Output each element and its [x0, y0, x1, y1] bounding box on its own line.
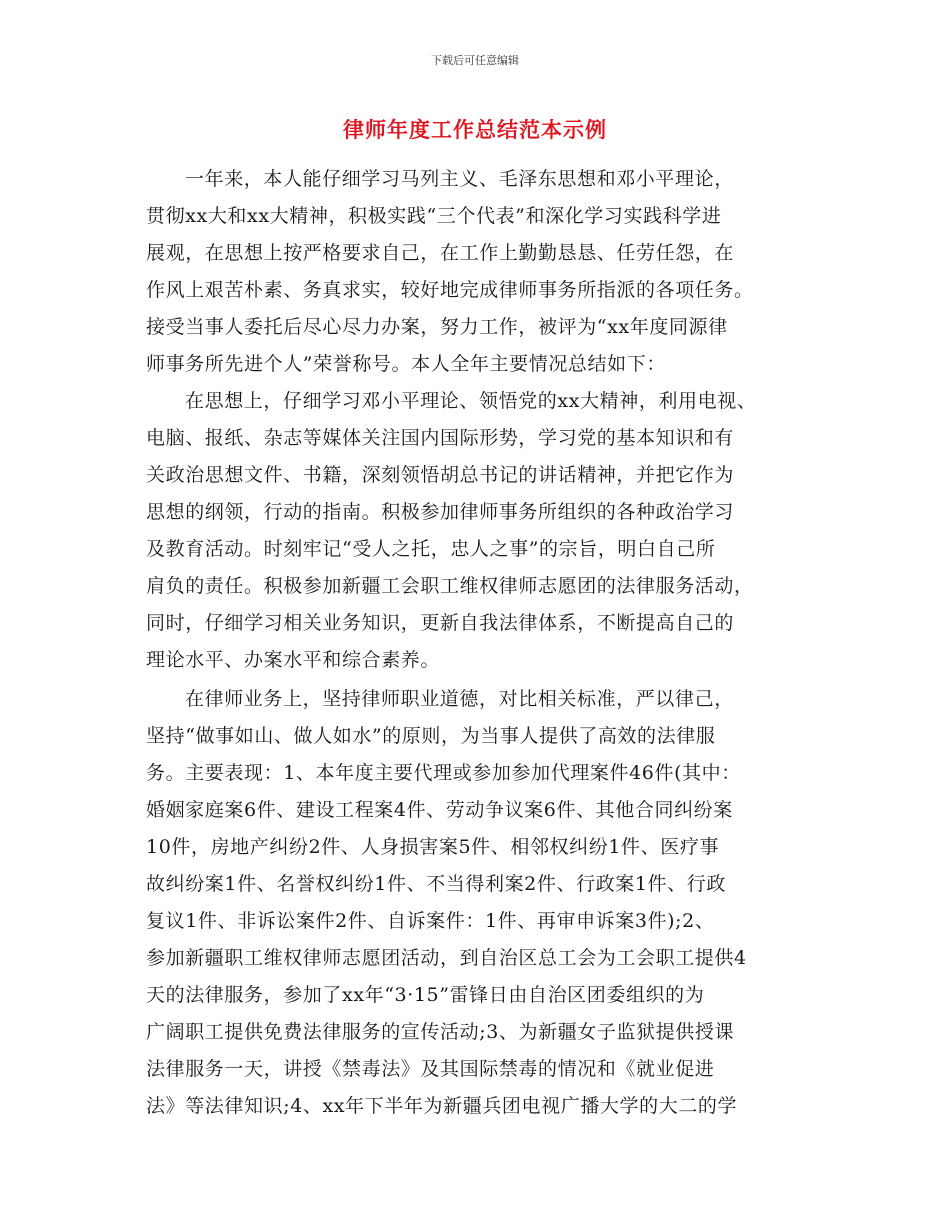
body-line: 在思想上，仔细学习邓小平理论、领悟党的xx大精神，利用电视、 — [185, 390, 757, 412]
body-line: 广阔职工提供免费法律服务的宣传活动;3、为新疆女子监狱提供授课 — [146, 1021, 735, 1043]
body-line: 复议1件、非诉讼案件2件、自诉案件：1件、再审申诉案3件);2、 — [146, 910, 715, 932]
body-line: 婚姻家庭案6件、建设工程案4件、劳动争议案6件、其他合同纠纷案 — [146, 799, 733, 821]
body-line: 10件，房地产纠纷2件、人身损害案5件、相邻权纠纷1件、医疗事 — [146, 836, 720, 858]
body-line: 关政治思想文件、书籍，深刻领悟胡总书记的讲话精神，并把它作为 — [146, 464, 735, 486]
body-line: 故纠纷案1件、名誉权纠纷1件、不当得利案2件、行政案1件、行政 — [146, 873, 726, 895]
body-line: 理论水平、办案水平和综合素养。 — [146, 649, 441, 671]
body-line: 在律师业务上，坚持律师职业道德，对比相关标准，严以律己， — [185, 688, 734, 710]
body-line: 思想的纲领，行动的指南。积极参加律师事务所组织的各种政治学习 — [146, 501, 735, 523]
body-line: 天的法律服务，参加了xx年“3·15”雷锋日由自治区团委组织的为 — [146, 984, 705, 1006]
body-line: 同时，仔细学习相关业务知识，更新自我法律体系，不断提高自己的 — [146, 612, 735, 634]
body-line: 参加新疆职工维权律师志愿团活动，到自治区总工会为工会职工提供4 — [146, 947, 747, 969]
body-line: 务。主要表现：1、本年度主要代理或参加参加代理案件46件(其中： — [146, 762, 741, 784]
body-line: 一年来，本人能仔细学习马列主义、毛泽东思想和邓小平理论， — [185, 168, 734, 190]
body-line: 法》等法律知识;4、xx年下半年为新疆兵团电视广播大学的大二的学 — [146, 1095, 738, 1117]
document-title: 律师年度工作总结范本示例 — [343, 117, 607, 142]
body-line: 电脑、报纸、杂志等媒体关注国内国际形势，学习党的基本知识和有 — [146, 427, 735, 449]
body-line: 贯彻xx大和xx大精神，积极实践“三个代表”和深化学习实践科学进 — [146, 205, 722, 227]
body-line: 作风上艰苦朴素、务真求实，较好地完成律师事务所指派的各项任务。 — [146, 279, 754, 301]
body-line: 展观，在思想上按严格要求自己，在工作上勤勤恳恳、任劳任怨，在 — [146, 242, 735, 264]
body-line: 师事务所先进个人”荣誉称号。本人全年主要情况总结如下： — [146, 353, 666, 375]
body-line: 肩负的责任。积极参加新疆工会职工维权律师志愿团的法律服务活动， — [146, 575, 754, 597]
body-line: 法律服务一天，讲授《禁毒法》及其国际禁毒的情况和《就业促进 — [146, 1058, 715, 1080]
body-line: 坚持“做事如山、做人如水”的原则，为当事人提供了高效的法律服 — [146, 725, 716, 747]
body-line: 及教育活动。时刻牢记“受人之托，忠人之事”的宗旨，明白自己所 — [146, 538, 716, 560]
page-header: 下载后可任意编辑 — [431, 54, 519, 67]
body-line: 接受当事人委托后尽心尽力办案，努力工作，被评为“xx年度同源律 — [146, 316, 728, 338]
